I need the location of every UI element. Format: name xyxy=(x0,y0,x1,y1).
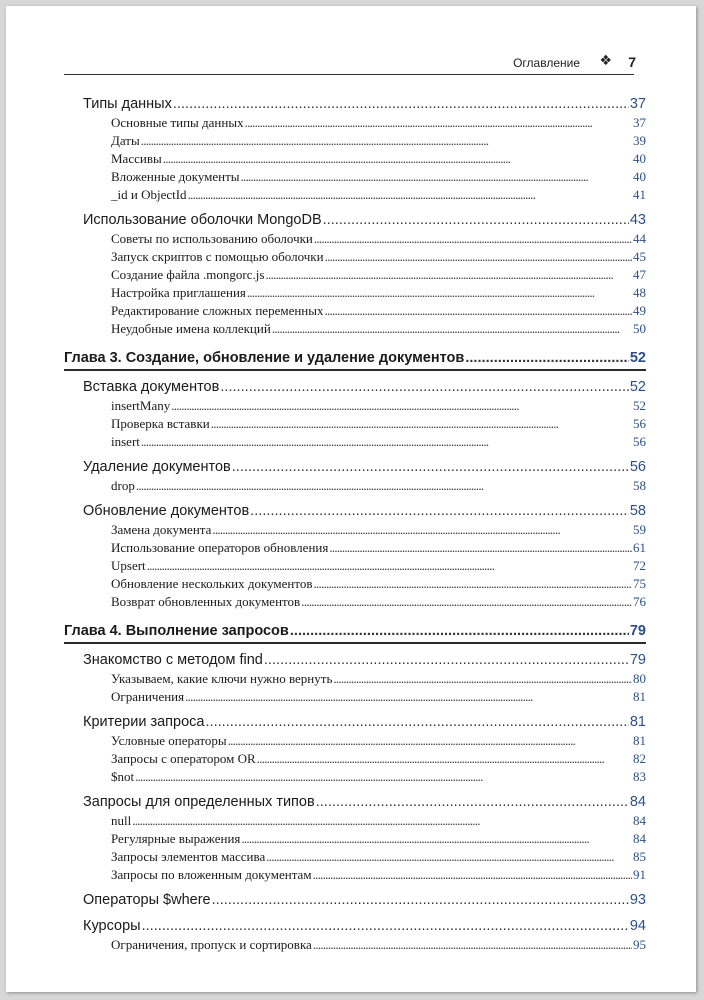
running-header xyxy=(64,50,634,75)
toc-entry-title: Типы данных xyxy=(83,96,172,112)
toc-entry-title: Проверка вставки xyxy=(111,416,210,431)
toc-entry-title: Массивы xyxy=(111,151,162,166)
toc-entry-title: Глава 4. Выполнение запросов xyxy=(64,623,289,639)
toc-entry-title: Ограничения xyxy=(111,689,185,704)
toc-entry-title: Использование операторов обновления xyxy=(111,540,329,555)
toc-page-number: 85 xyxy=(633,849,646,864)
toc-entry-title: Редактирование сложных переменных xyxy=(111,303,324,318)
dot-leader xyxy=(264,650,629,670)
table-of-contents xyxy=(64,94,646,954)
toc-subsection xyxy=(64,150,646,168)
toc-subsection xyxy=(64,132,646,150)
dot-leader xyxy=(173,94,629,114)
toc-subsection xyxy=(64,477,646,495)
toc-page-number: 61 xyxy=(633,540,646,555)
dot-leader xyxy=(241,830,632,848)
toc-subsection xyxy=(64,320,646,338)
toc-entry-title: Глава 3. Создание, обновление и удаление документов xyxy=(64,350,465,366)
toc-subsection xyxy=(64,248,646,266)
toc-entry-title: Запросы элементов массива xyxy=(111,849,266,864)
dot-leader xyxy=(171,397,632,415)
toc-entry-title: Обновление документов xyxy=(83,503,250,519)
toc-page-number: 81 xyxy=(629,714,646,730)
toc-subsection xyxy=(64,768,646,786)
toc-page-number: 84 xyxy=(629,794,646,810)
toc-entry-title: Использование оболочки MongoDB xyxy=(83,212,322,228)
toc-page-number: 94 xyxy=(629,918,646,934)
ornament-icon: ❖ xyxy=(599,53,612,69)
dot-leader xyxy=(465,347,629,369)
toc-entry-title: Критерии запроса xyxy=(83,714,205,730)
toc-page-number: 91 xyxy=(633,867,646,882)
dot-leader xyxy=(220,377,629,397)
toc-page-number: 79 xyxy=(629,623,646,639)
book-page xyxy=(6,6,696,992)
toc-subsection xyxy=(64,688,646,706)
toc-page-number: 82 xyxy=(633,751,646,766)
toc-entry-title: Удаление документов xyxy=(83,459,231,475)
toc-subsection xyxy=(64,230,646,248)
dot-leader xyxy=(266,848,632,866)
toc-subsection xyxy=(64,670,646,688)
toc-entry-title: $not xyxy=(111,769,135,784)
toc-page-number: 43 xyxy=(629,212,646,228)
toc-entry-title: Обновление нескольких документов xyxy=(111,576,313,591)
toc-entry-title: Указываем, какие ключи нужно вернуть xyxy=(111,671,333,686)
toc-page-number: 41 xyxy=(633,187,646,202)
toc-entry-title: Запуск скриптов с помощью оболочки xyxy=(111,249,324,264)
dot-leader xyxy=(314,230,632,248)
dot-leader xyxy=(211,415,632,433)
toc-subsection xyxy=(64,302,646,320)
toc-section xyxy=(64,916,646,936)
toc-section xyxy=(64,792,646,812)
toc-entry-title: Создание файла .mongorc.js xyxy=(111,267,265,282)
dot-leader xyxy=(245,114,632,132)
toc-section xyxy=(64,712,646,732)
toc-subsection xyxy=(64,593,646,611)
toc-page-number: 84 xyxy=(633,831,646,846)
toc-subsection xyxy=(64,433,646,451)
toc-section xyxy=(64,457,646,477)
toc-subsection xyxy=(64,750,646,768)
toc-section xyxy=(64,890,646,910)
dot-leader xyxy=(232,457,629,477)
dot-leader xyxy=(329,539,632,557)
dot-leader xyxy=(212,521,632,539)
toc-page-number: 72 xyxy=(633,558,646,573)
toc-subsection xyxy=(64,866,646,884)
toc-entry-title: Регулярные выражения xyxy=(111,831,241,846)
dot-leader xyxy=(228,732,632,750)
toc-section xyxy=(64,650,646,670)
toc-page-number: 83 xyxy=(633,769,646,784)
toc-page-number: 40 xyxy=(633,169,646,184)
dot-leader xyxy=(212,890,629,910)
toc-section xyxy=(64,377,646,397)
dot-leader xyxy=(135,768,632,786)
toc-subsection xyxy=(64,732,646,750)
toc-page-number: 39 xyxy=(633,133,646,148)
toc-page-number: 52 xyxy=(629,379,646,395)
dot-leader xyxy=(316,792,629,812)
toc-section xyxy=(64,210,646,230)
toc-page-number: 75 xyxy=(633,576,646,591)
page-number: 7 xyxy=(628,54,636,70)
toc-page-number: 47 xyxy=(633,267,646,282)
dot-leader xyxy=(325,248,632,266)
toc-page-number: 81 xyxy=(633,733,646,748)
toc-entry-title: Настройка приглашения xyxy=(111,285,246,300)
toc-subsection xyxy=(64,539,646,557)
toc-entry-title: Запросы с оператором OR xyxy=(111,751,256,766)
dot-leader xyxy=(163,150,632,168)
toc-page-number: 56 xyxy=(633,434,646,449)
toc-page-number: 52 xyxy=(633,398,646,413)
toc-chapter xyxy=(64,347,646,371)
toc-entry-title: Upsert xyxy=(111,558,146,573)
dot-leader xyxy=(272,320,632,338)
toc-page-number: 58 xyxy=(629,503,646,519)
toc-page-number: 44 xyxy=(633,231,646,246)
toc-page-number: 37 xyxy=(629,96,646,112)
toc-page-number: 58 xyxy=(633,478,646,493)
toc-entry-title: Вложенные документы xyxy=(111,169,240,184)
toc-subsection xyxy=(64,830,646,848)
dot-leader xyxy=(142,916,629,936)
toc-entry-title: Советы по использованию оболочки xyxy=(111,231,313,246)
toc-subsection xyxy=(64,114,646,132)
dot-leader xyxy=(205,712,628,732)
toc-page-number: 50 xyxy=(633,321,646,336)
toc-page-number: 52 xyxy=(629,350,646,366)
toc-subsection xyxy=(64,415,646,433)
toc-subsection xyxy=(64,266,646,284)
toc-entry-title: Условные операторы xyxy=(111,733,227,748)
toc-subsection xyxy=(64,936,646,954)
dot-leader xyxy=(247,284,632,302)
dot-leader xyxy=(265,266,632,284)
toc-entry-title: insert xyxy=(111,434,140,449)
toc-entry-title: Возврат обновленных документов xyxy=(111,594,301,609)
dot-leader xyxy=(313,936,632,954)
dot-leader xyxy=(257,750,632,768)
dot-leader xyxy=(325,302,633,320)
dot-leader xyxy=(333,670,632,688)
toc-page-number: 84 xyxy=(633,813,646,828)
toc-entry-title: Операторы $where xyxy=(83,892,211,908)
toc-entry-title: Замена документа xyxy=(111,522,212,537)
toc-subsection xyxy=(64,284,646,302)
dot-leader xyxy=(323,210,629,230)
toc-section xyxy=(64,94,646,114)
dot-leader xyxy=(313,866,632,884)
dot-leader xyxy=(241,168,632,186)
toc-entry-title: Запросы по вложенным документам xyxy=(111,867,312,882)
toc-page-number: 48 xyxy=(633,285,646,300)
toc-page-number: 95 xyxy=(633,937,646,952)
toc-page-number: 37 xyxy=(633,115,646,130)
dot-leader xyxy=(250,501,629,521)
toc-entry-title: Курсоры xyxy=(83,918,141,934)
toc-entry-title: insertMany xyxy=(111,398,171,413)
dot-leader xyxy=(185,688,632,706)
toc-entry-title: Неудобные имена коллекций xyxy=(111,321,271,336)
toc-entry-title: Вставка документов xyxy=(83,379,220,395)
toc-entry-title: Запросы для определенных типов xyxy=(83,794,315,810)
dot-leader xyxy=(188,186,632,204)
header-title: Оглавление xyxy=(513,56,580,70)
toc-entry-title: Даты xyxy=(111,133,140,148)
toc-page-number: 79 xyxy=(629,652,646,668)
toc-page-number: 81 xyxy=(633,689,646,704)
toc-section xyxy=(64,501,646,521)
toc-entry-title: Основные типы данных xyxy=(111,115,244,130)
toc-entry-title: null xyxy=(111,813,132,828)
toc-page-number: 45 xyxy=(633,249,646,264)
toc-page-number: 76 xyxy=(633,594,646,609)
toc-chapter xyxy=(64,620,646,644)
dot-leader xyxy=(141,132,632,150)
toc-entry-title: _id и ObjectId xyxy=(111,187,187,202)
dot-leader xyxy=(136,477,632,495)
toc-page-number: 56 xyxy=(633,416,646,431)
dot-leader xyxy=(301,593,632,611)
toc-entry-title: Ограничения, пропуск и сортировка xyxy=(111,937,312,952)
toc-subsection xyxy=(64,848,646,866)
toc-entry-title: drop xyxy=(111,478,135,493)
toc-subsection xyxy=(64,575,646,593)
toc-page-number: 49 xyxy=(633,303,646,318)
dot-leader xyxy=(132,812,632,830)
dot-leader xyxy=(314,575,632,593)
toc-subsection xyxy=(64,812,646,830)
toc-subsection xyxy=(64,521,646,539)
toc-subsection xyxy=(64,557,646,575)
toc-entry-title: Знакомство с методом find xyxy=(83,652,263,668)
dot-leader xyxy=(147,557,632,575)
toc-page-number: 80 xyxy=(633,671,646,686)
dot-leader xyxy=(141,433,632,451)
toc-page-number: 40 xyxy=(633,151,646,166)
toc-subsection xyxy=(64,168,646,186)
toc-page-number: 93 xyxy=(629,892,646,908)
dot-leader xyxy=(290,620,629,642)
toc-page-number: 56 xyxy=(629,459,646,475)
toc-subsection xyxy=(64,397,646,415)
toc-page-number: 59 xyxy=(633,522,646,537)
toc-subsection xyxy=(64,186,646,204)
